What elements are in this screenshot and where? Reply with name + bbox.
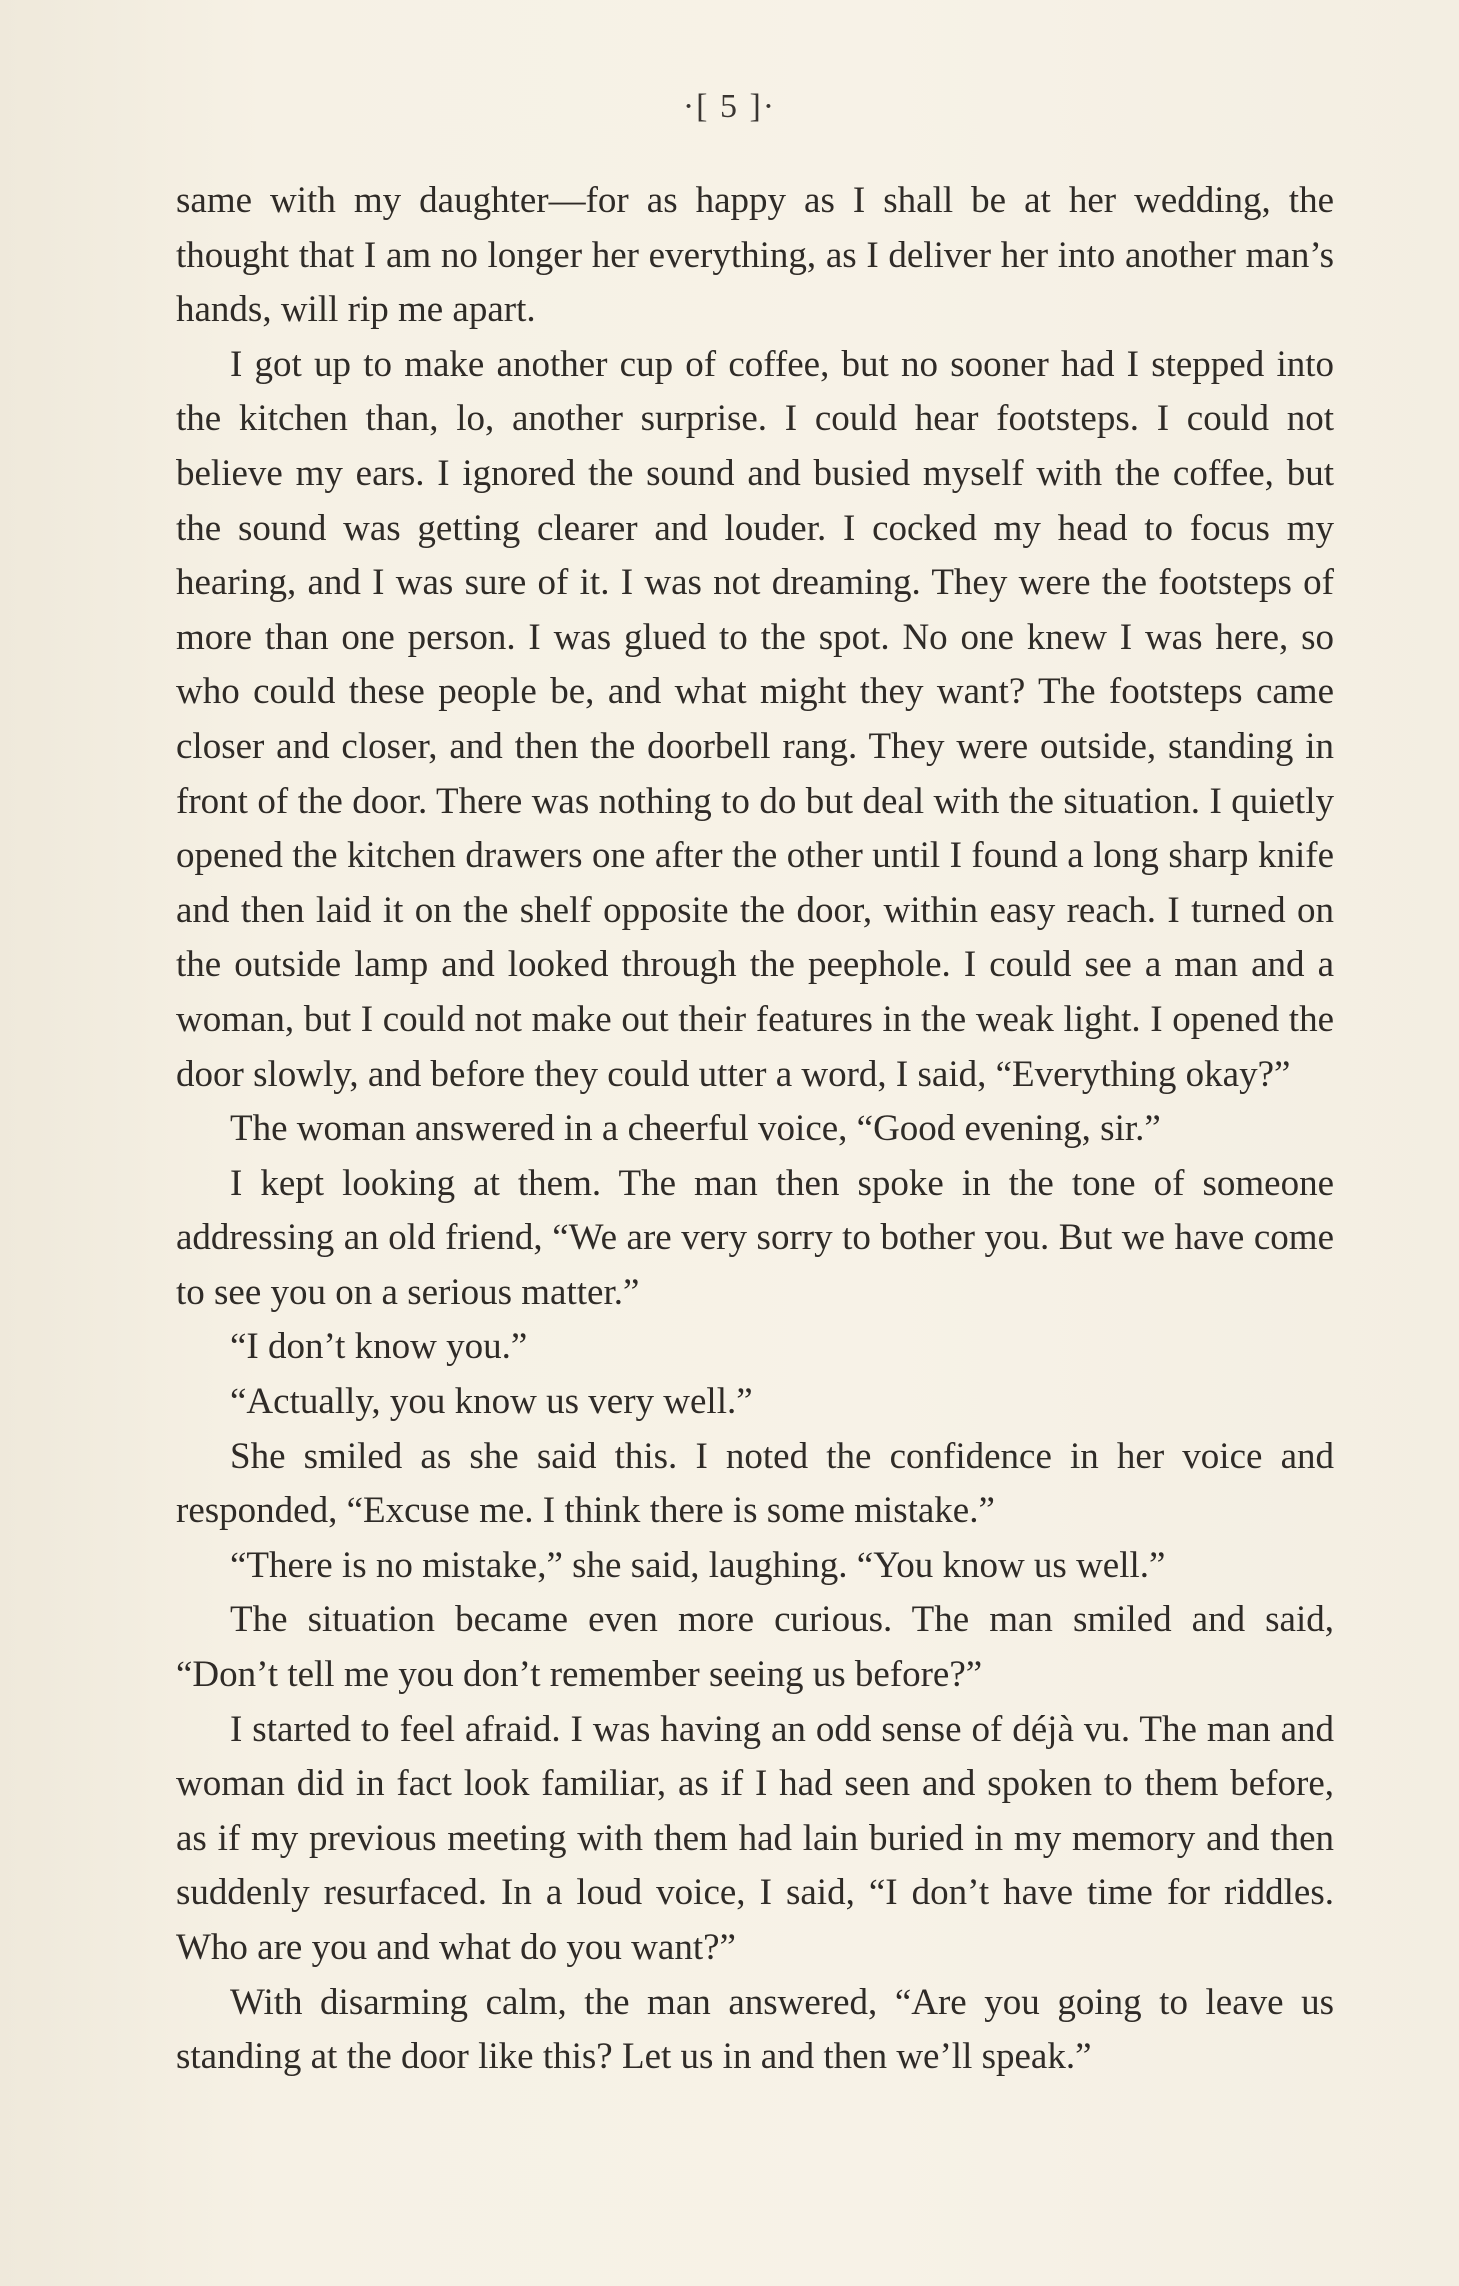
paragraph: “Actually, you know us very well.” (230, 1381, 753, 1423)
paragraph: I kept looking at them. The man then spoke in the tone of someone addressing an old friend, “We are very sorry to bother you. But we have come to see you on a serious matter.” (176, 1162, 1334, 1313)
paragraph: With disarming calm, the man answered, “Are you going to leave us standing at the door like this? Let us in and then we’ll speak.” (176, 1981, 1334, 2078)
body-text (176, 174, 1334, 2085)
paragraph: same with my daughter—for as happy as I shall be at her wedding, the thought that I am no longer her everything, as I deliver her into another man’s hands, will rip me apart. (176, 180, 1334, 331)
page-number: ·[ 5 ]· (682, 88, 777, 125)
paragraph: “There is no mistake,” she said, laughing. “You know us well.” (230, 1544, 1166, 1586)
paragraph: I got up to make another cup of coffee, but no sooner had I stepped into the kitchen than, lo, another surprise. I could hear footsteps. I could not believe my ears. I ignored the sound and busied myself with the coffee, but the sound was getting clearer and louder. I cocked my head to focus my hearing, and I was sure of it. I was not dreaming. They were the footsteps of more than one person. I was glued to the spot. No one knew I was here, so who could these people be, and what might they want? The footsteps came closer and closer, and then the doorbell rang. They were outside, standing in front of the door. There was nothing to do but deal with the situation. I quietly opened the kitchen drawers one after the other until I found a long sharp knife and then laid it on the shelf opposite the door, within easy reach. I turned on the outside lamp and looked through the peephole. I could see a man and a woman, but I could not make out their features in the weak light. I opened the door slowly, and before they could utter a word, I said, “Everything okay?” (176, 343, 1334, 1095)
paragraph: I started to feel afraid. I was having an odd sense of déjà vu. The man and woman did in fact look familiar, as if I had seen and spoken to them before, as if my previous meeting with them had lain buried in my memory and then suddenly resurfaced. In a loud voice, I said, “I don’t have time for riddles. Who are you and what do you want?” (176, 1708, 1334, 1968)
paragraph: She smiled as she said this. I noted the confidence in her voice and responded, “Excuse me. I think there is some mistake.” (176, 1435, 1334, 1532)
paragraph: The situation became even more curious. The man smiled and said, “Don’t tell me you don’t remember seeing us before?” (176, 1599, 1334, 1696)
paragraph: The woman answered in a cheerful voice, “Good evening, sir.” (230, 1108, 1161, 1150)
paragraph: “I don’t know you.” (230, 1326, 528, 1368)
